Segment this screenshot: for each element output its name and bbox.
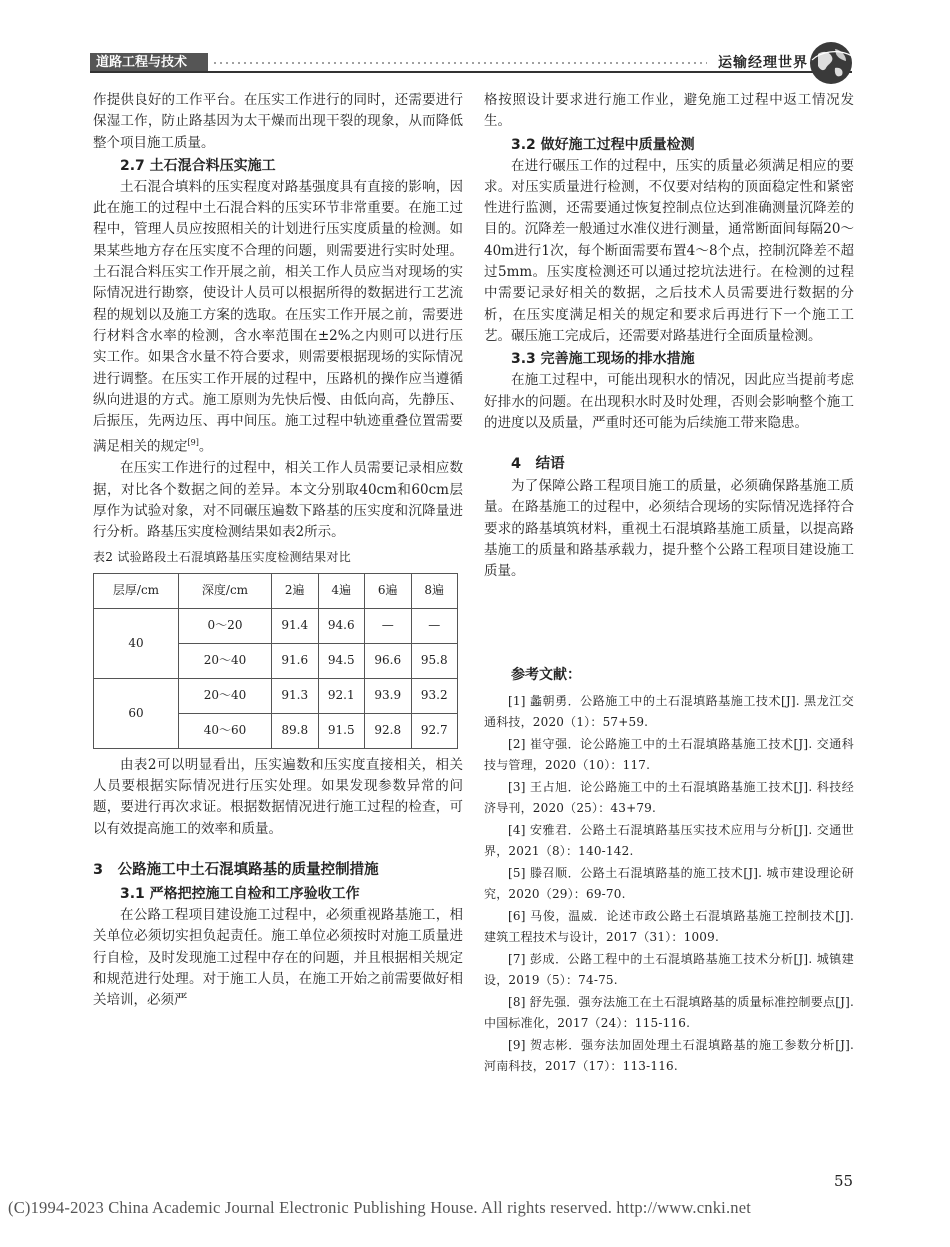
table-cell: 91.4 (272, 608, 319, 643)
reference-item: [2] 崔守强．论公路施工中的土石混填路基施工技术[J]. 交通科技与管理，2020（10）：117. (484, 736, 854, 773)
header-dotted-line (212, 62, 707, 64)
citation-link[interactable]: [9] (187, 438, 199, 448)
reference-item: [8] 舒先强．强夯法施工在土石混填路基的质量标准控制要点[J]. 中国标准化，2017（24）：115-116. (484, 994, 854, 1031)
table-cell: 94.6 (318, 608, 365, 643)
table-cell: 92.7 (411, 713, 458, 748)
references-list (484, 691, 854, 1078)
paragraph: 在压实工作进行的过程中，相关工作人员需要记录相应数据，对比各个数据之间的差异。本文分别取40cm和60cm层厚作为试验对象，对不同碾压遍数下路基的压实度和沉降量进行分析。路基压实度检测结果如表2所示。 (93, 460, 463, 541)
paragraph: 在进行碾压工作的过程中，压实的质量必须满足相应的要求。对压实质量进行检测，不仅要对结构的顶面稳定性和紧密性进行监测，还需要通过恢复控制点位达到准确测量沉降差的目的。沉降差一般通过水准仪进行测量，通常断面间每隔20～40m进行1次，每个断面需要布置4～8个点，控制沉降差不超过5mm。压实度检测还可以通过挖坑法进行。在检测的过程中需要记录好相关的数据，之后技术人员需要进行数据的分析，在压实度满足相关的规定和要求后再进行下一个施工工艺。碾压施工完成后，还需要对路基进行全面质量检测。 (484, 157, 854, 344)
spacer (93, 840, 463, 858)
table-cell: 0～20 (179, 608, 272, 643)
reference-item: [4] 安雅君．公路土石混填路基压实技术应用与分析[J]. 交通世界，2021（8）：140-142. (484, 822, 854, 859)
globe-logo-icon (808, 40, 854, 86)
spacer (484, 434, 854, 452)
paragraph: 由表2可以明显看出，压实遍数和压实度直接相关，相关人员要根据实际情况进行压实处理。如果发现参数异常的问题，要进行再次求证。根据数据情况进行施工过程的检查，可以有效提高施工的效率和质量。 (93, 756, 463, 837)
table-cell: 93.9 (365, 678, 412, 713)
table-caption: 表2 试验路段土石混填路基压实度检测结果对比 (93, 550, 352, 565)
table-header-cell: 深度/cm (179, 573, 272, 608)
table-cell: 91.3 (272, 678, 319, 713)
paragraph: 为了保障公路工程项目施工的质量，必须确保路基施工质量。在路基施工的过程中，必须结合现场的实际情况选择符合要求的路基填筑材料，重视土石混填路基施工质量，以提高路基施工的质量和路基承载力，提升整个公路工程项目建设施工质量。 (484, 478, 854, 580)
table-header-row (94, 573, 458, 608)
table-header-cell: 4遍 (318, 573, 365, 608)
paragraph: 作提供良好的工作平台。在压实工作进行的同时，还需要进行保湿工作，防止路基因为太干燥而出现干裂的现象，从而降低整个项目施工质量。 (93, 92, 463, 151)
section-heading-3-3: 3.3 完善施工现场的排水措施 (511, 351, 695, 368)
table-cell: 92.1 (318, 678, 365, 713)
table-header-cell: 2遍 (272, 573, 319, 608)
paragraph: 在公路工程项目建设施工过程中，必须重视路基施工，相关单位必须切实担负起责任。施工单位必须按时对施工质量进行自检，及时发现施工过程中存在的问题，并且根据相关规定和规范进行处理。对于施工人员，在施工开始之前需要做好相关培训，必须严 (93, 906, 463, 1009)
reference-item: [7] 彭成．公路工程中的土石混填路基施工技术分析[J]. 城镇建设，2019（5）：74-75. (484, 951, 854, 988)
table-cell-thickness: 40 (94, 608, 179, 678)
reference-item: [9] 贺志彬．强夯法加固处理土石混填路基的施工参数分析[J]. 河南科技，2017（17）：113-116. (484, 1037, 854, 1074)
references-title: 参考文献： (511, 666, 581, 683)
table-cell: 20～40 (179, 643, 272, 678)
table-cell: 96.6 (365, 643, 412, 678)
compaction-table (93, 573, 458, 749)
section-heading-4: 4 结语 (511, 456, 565, 473)
table-row (94, 608, 458, 643)
paragraph: 在施工过程中，可能出现积水的情况，因此应当提前考虑好排水的问题。在出现积水时及时处理，否则会影响整个施工的进度以及质量，严重时还可能为后续施工带来隐患。 (484, 372, 854, 431)
table-header-cell: 6遍 (365, 573, 412, 608)
table-cell: 20～40 (179, 678, 272, 713)
spacer (484, 583, 854, 665)
table-cell: 94.5 (318, 643, 365, 678)
reference-item: [3] 王占旭．论公路施工中的土石混填路基施工技术[J]. 科技经济导刊，2020（25）：43+79. (484, 779, 854, 816)
reference-item: [6] 马俊，温威．论述市政公路土石混填路基施工控制技术[J]. 建筑工程技术与设计，2017（31）：1009. (484, 908, 854, 945)
journal-name: 运输经理世界 (718, 55, 808, 71)
section-heading-2-7: 2.7 土石混合料压实施工 (120, 157, 276, 174)
table-cell: 40～60 (179, 713, 272, 748)
left-column (93, 90, 463, 1011)
table-cell: 95.8 (411, 643, 458, 678)
table-cell: — (365, 608, 412, 643)
table-cell: 91.5 (318, 713, 365, 748)
section-heading-3-2: 3.2 做好施工过程中质量检测 (511, 136, 695, 153)
right-column (484, 90, 854, 1078)
table-header-cell: 8遍 (411, 573, 458, 608)
page-number: 55 (834, 1172, 854, 1190)
paragraph-end: 。 (198, 438, 213, 455)
section-heading-3-1: 3.1 严格把控施工自检和工序验收工作 (120, 885, 360, 902)
paragraph-text: 土石混合填料的压实程度对路基强度具有直接的影响，因此在施工的过程中土石混合料的压实环节非常重要。在施工过程中，管理人员应按照相关的计划进行压实度质量的检测。如果某些地方存在压实度不合理的问题，则需要进行实时处理。土石混合料压实工作开展之前，相关工作人员应当对现场的实际情况进行勘察，使设计人员可以根据所得的数据进行工艺流程的规划以及施工方案的选取。在压实工作开展之前，需要进行材料含水率的检测，含水率范围在±2%之内则可以进行压实工作。如果含水量不符合要求，则需要根据现场的实际情况进行调整。在压实工作开展的过程中，压路机的操作应当遵循纵向进退的方式。施工原则为先快后慢、由低向高，先静压、后振压，先两边压、再中间压。施工过程中轨迹重叠位置需要满足相关的规定 (93, 178, 463, 455)
section-heading-3: 3 公路施工中土石混填路基的质量控制措施 (93, 861, 379, 878)
table-header-cell: 层厚/cm (94, 573, 179, 608)
table-cell-thickness: 60 (94, 678, 179, 748)
table-cell: 89.8 (272, 713, 319, 748)
table-cell: 93.2 (411, 678, 458, 713)
table-cell: 92.8 (365, 713, 412, 748)
table-cell: 91.6 (272, 643, 319, 678)
paragraph (93, 177, 463, 458)
reference-item: [5] 滕召顺．公路土石混填路基的施工技术[J]. 城市建设理论研究，2020（29）：69-70. (484, 865, 854, 902)
table-row (94, 678, 458, 713)
copyright-notice: (C)1994-2023 China Academic Journal Electronic Publishing House. All rights reserved. http://www.cnki.net (8, 1198, 752, 1217)
table-cell: — (411, 608, 458, 643)
paragraph: 格按照设计要求进行施工作业，避免施工过程中返工情况发生。 (484, 92, 854, 130)
reference-item: [1] 蠡朝勇．公路施工中的土石混填路基施工技术[J]. 黑龙江交通科技，2020（1）：57+59. (484, 693, 854, 730)
journal-section-title: 道路工程与技术 (90, 53, 208, 73)
